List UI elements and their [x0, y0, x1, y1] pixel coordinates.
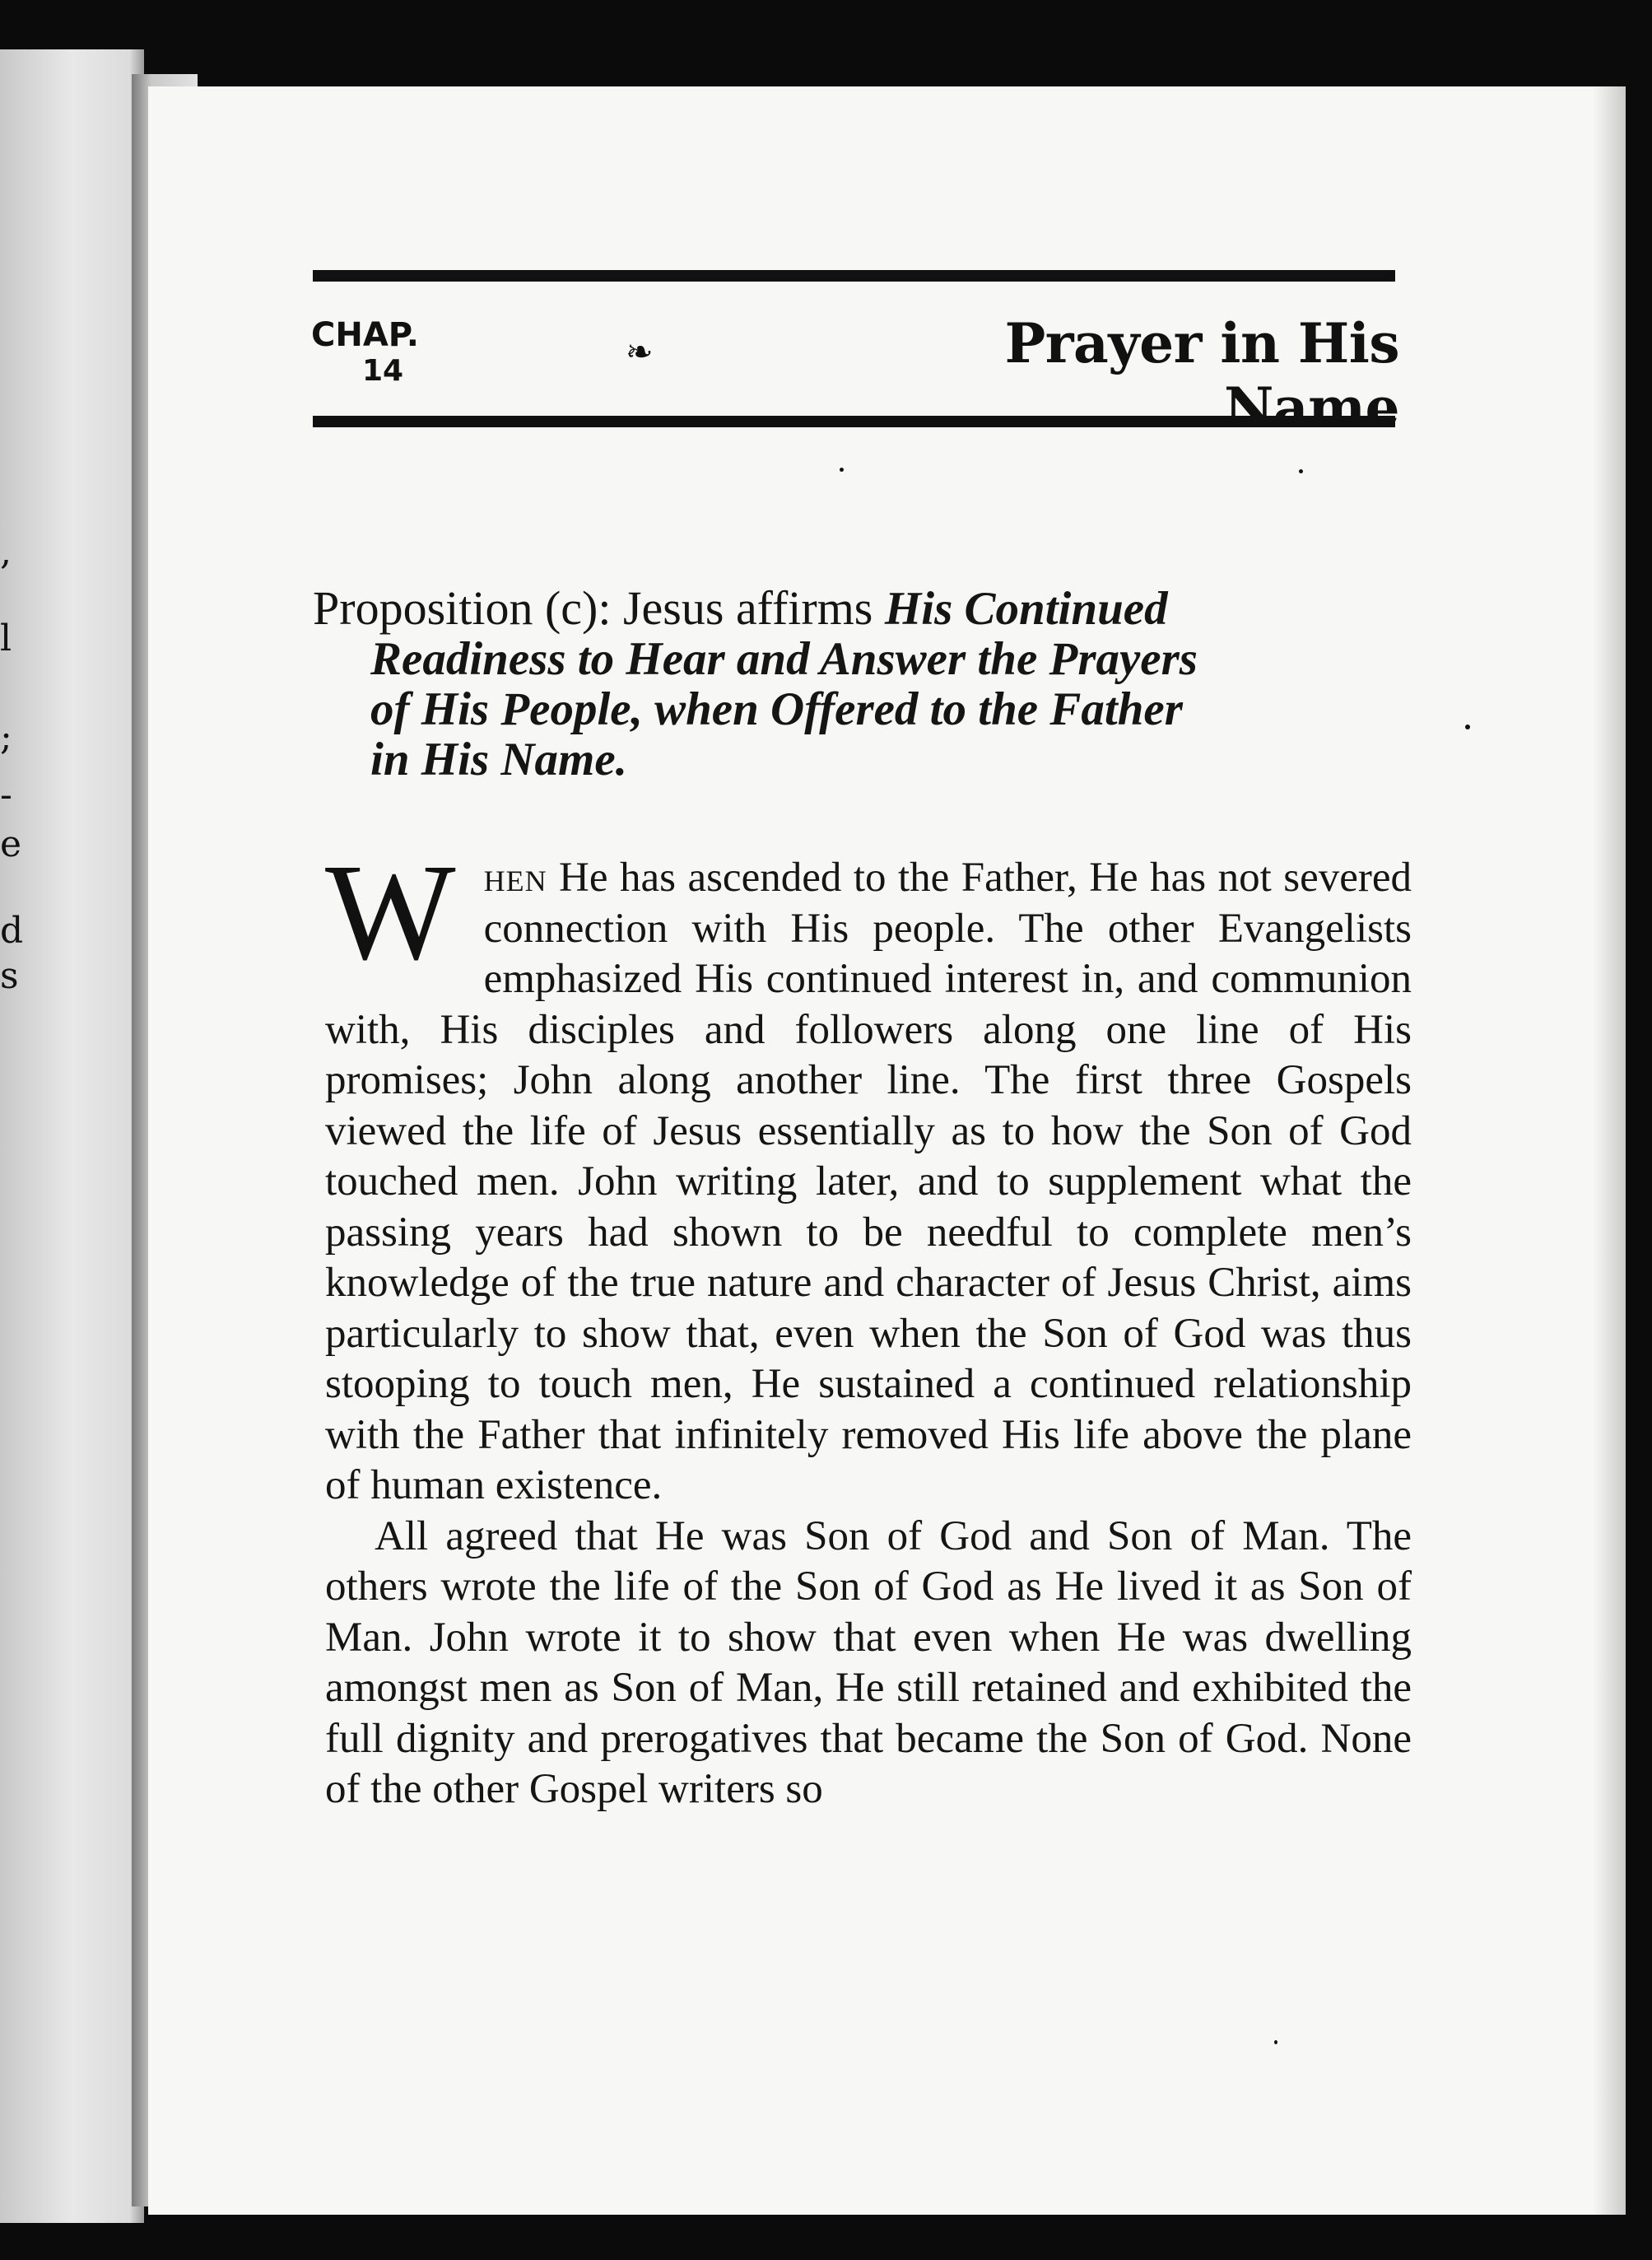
- left-edge-glyph: l: [0, 617, 12, 659]
- proposition-heading: [313, 583, 1399, 785]
- print-speck: [1299, 469, 1303, 473]
- paragraph-text: He has ascended to the Father, He has not severed connection with His people. The other Evangelists emphasized His continued interest in, and communion with, His disciples and followers along one line of His promises; John along another line. The first three Gospels viewed the life of Jesus essentially as to how the Son of God touched men. John writing later, and to supplement what the passing years had shown to be needful to complete men’s knowledge of the true nature and character of Jesus Christ, aims particularly to show that, even when the Son of God was thus stooping to touch men, He sustained a continued relationship with the Father that infinitely removed His life above the plane of human existence.: [325, 855, 1412, 1508]
- ornament-icon: ❧: [626, 333, 654, 371]
- left-edge-glyph: -: [0, 774, 12, 816]
- running-title: Prayer in His Name: [1004, 311, 1399, 440]
- first-word: hen: [483, 855, 547, 901]
- body-text: [325, 836, 1412, 1815]
- chapter-label: [311, 317, 435, 389]
- left-edge-glyph: ;: [0, 716, 12, 758]
- left-page-edge: [0, 49, 144, 2223]
- paragraph: [325, 836, 1412, 1512]
- print-speck: [1274, 2040, 1277, 2044]
- proposition-italic: in His Name.: [370, 734, 627, 785]
- proposition-italic: of His People, when Offered to the Father: [370, 683, 1183, 735]
- proposition-lead: Proposition (c):: [313, 581, 612, 635]
- left-edge-glyph: s: [0, 955, 19, 997]
- left-edge-glyph: e: [0, 823, 22, 865]
- chapter-word: CHAP.: [311, 316, 419, 354]
- drop-cap: W: [325, 836, 456, 989]
- print-speck: [1465, 725, 1470, 729]
- proposition-plain: Jesus affirms: [611, 581, 885, 635]
- header-rule-top: [313, 270, 1395, 282]
- left-edge-glyph: d: [0, 910, 24, 952]
- left-edge-glyph: ,: [0, 531, 12, 573]
- chapter-number: 14: [362, 354, 404, 388]
- paragraph: All agreed that He was Son of God and Son of Man. The others wrote the life of the Son of God as He lived it as Son of Man. John wrote it to show that even when He was dwelling amongst men as Son of Man, He still retained and exhibited the full dignity and prerogatives that became the Son of God. None of the other Gospel writers so: [325, 1512, 1412, 1812]
- print-speck: [840, 468, 844, 472]
- proposition-italic: His Continued: [884, 583, 1168, 635]
- proposition-italic: Readiness to Hear and Answer the Prayers: [370, 633, 1198, 685]
